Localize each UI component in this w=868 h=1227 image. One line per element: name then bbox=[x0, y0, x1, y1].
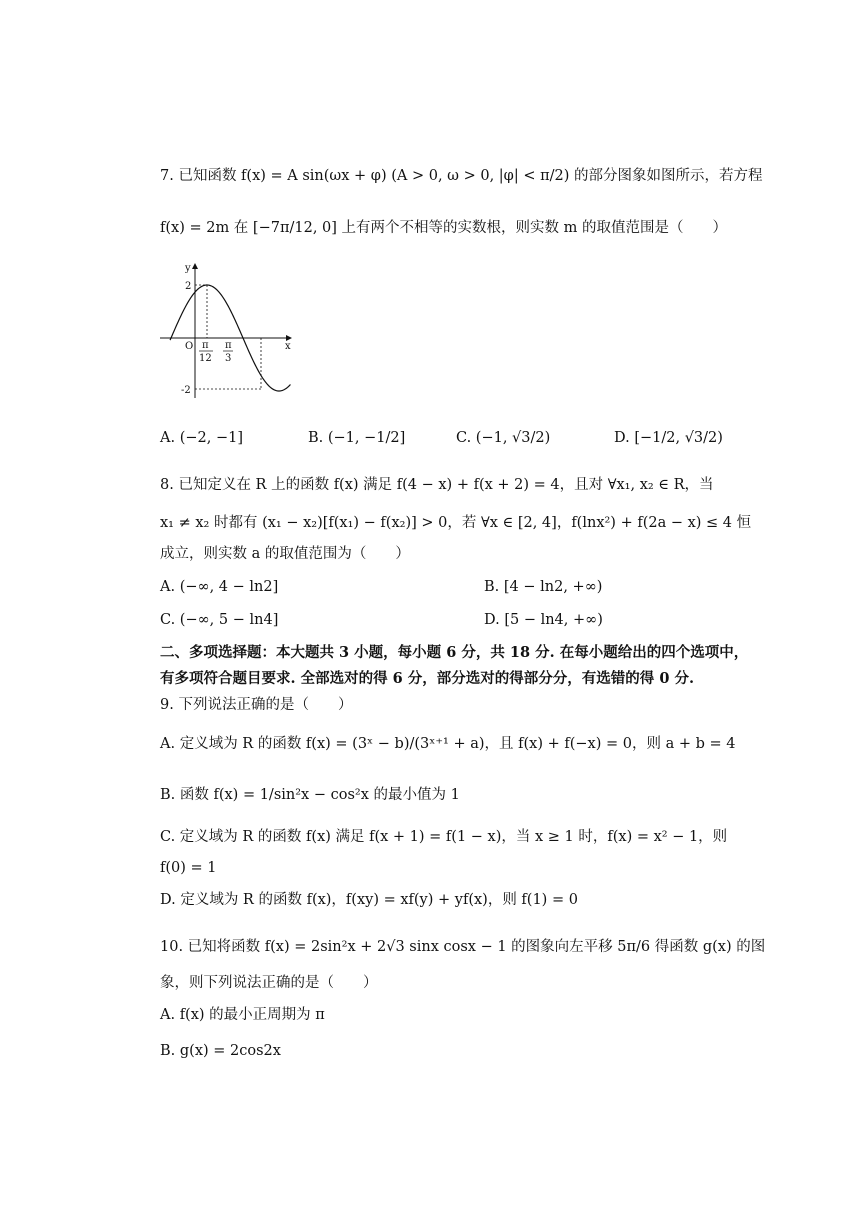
q7-stem-line1: 7. 已知函数 f(x) = A sin(ωx + φ) (A > 0, ω > 0, |φ| < π/2) 的部分图象如图所示，若方程 bbox=[160, 168, 763, 184]
q7-stem-line2: f(x) = 2m 在 [−7π/12, 0] 上有两个不相等的实数根，则实数 m 的取值范围是（ ） bbox=[160, 220, 727, 236]
q8-option-b[interactable]: B. [4 − ln2, +∞) bbox=[484, 579, 603, 595]
q8-option-c[interactable]: C. (−∞, 5 − ln4] bbox=[160, 612, 279, 628]
q9-option-c-line1[interactable]: C. 定义域为 R 的函数 f(x) 满足 f(x + 1) = f(1 − x)，当 x ≥ 1 时，f(x) = x² − 1，则 bbox=[160, 829, 728, 845]
q7-option-c[interactable]: C. (−1, √3/2) bbox=[456, 430, 551, 446]
q7-option-d[interactable]: D. [−1/2, √3/2) bbox=[614, 430, 723, 446]
tick2-num: π bbox=[225, 340, 232, 351]
q7-sine-graph bbox=[155, 258, 300, 403]
section2-heading-line2: 有多项符合题目要求. 全部选对的得 6 分，部分选对的得部分分，有选错的得 0 分. bbox=[160, 670, 695, 687]
q10-option-b[interactable]: B. g(x) = 2cos2x bbox=[160, 1043, 281, 1059]
q9-option-d[interactable]: D. 定义域为 R 的函数 f(x)，f(xy) = xf(y) + yf(x)，则 f(1) = 0 bbox=[160, 892, 578, 908]
q9-option-c-line2: f(0) = 1 bbox=[160, 860, 217, 876]
y-max-label: 2 bbox=[185, 281, 192, 292]
q10-option-a[interactable]: A. f(x) 的最小正周期为 π bbox=[160, 1007, 325, 1023]
y-axis-label: y bbox=[185, 263, 191, 274]
origin-label: O bbox=[185, 341, 194, 352]
q9-option-a[interactable]: A. 定义域为 R 的函数 f(x) = (3ˣ − b)/(3ˣ⁺¹ + a)，且 f(x) + f(−x) = 0，则 a + b = 4 bbox=[160, 736, 736, 752]
tick1-den: 12 bbox=[199, 353, 212, 364]
q8-stem-line2: x₁ ≠ x₂ 时都有 (x₁ − x₂)[f(x₁) − f(x₂)] > 0，若 ∀x ∈ [2, 4]，f(lnx²) + f(2a − x) ≤ 4 恒 bbox=[160, 515, 752, 531]
q7-option-b[interactable]: B. (−1, −1/2] bbox=[308, 430, 406, 446]
q8-option-a[interactable]: A. (−∞, 4 − ln2] bbox=[160, 579, 279, 595]
q9-stem: 9. 下列说法正确的是（ ） bbox=[160, 697, 353, 713]
q8-option-d[interactable]: D. [5 − ln4, +∞) bbox=[484, 612, 603, 628]
q7-option-a[interactable]: A. (−2, −1] bbox=[160, 430, 243, 446]
tick2-den: 3 bbox=[225, 353, 232, 364]
y-min-label: -2 bbox=[181, 385, 191, 396]
q8-stem-line1: 8. 已知定义在 R 上的函数 f(x) 满足 f(4 − x) + f(x + 2) = 4，且对 ∀x₁, x₂ ∈ R，当 bbox=[160, 477, 714, 493]
x-axis-label: x bbox=[285, 341, 291, 352]
q8-stem-line3: 成立，则实数 a 的取值范围为（ ） bbox=[160, 546, 410, 562]
tick1-num: π bbox=[202, 340, 209, 351]
q10-stem-line1: 10. 已知将函数 f(x) = 2sin²x + 2√3 sinx cosx − 1 的图象向左平移 5π/6 得函数 g(x) 的图 bbox=[160, 939, 766, 955]
section2-heading-line1: 二、多项选择题：本大题共 3 小题，每小题 6 分，共 18 分. 在每小题给出的四个选项中， bbox=[160, 644, 749, 661]
q10-stem-line2: 象，则下列说法正确的是（ ） bbox=[160, 975, 378, 991]
q9-option-b[interactable]: B. 函数 f(x) = 1/sin²x − cos²x 的最小值为 1 bbox=[160, 787, 460, 803]
